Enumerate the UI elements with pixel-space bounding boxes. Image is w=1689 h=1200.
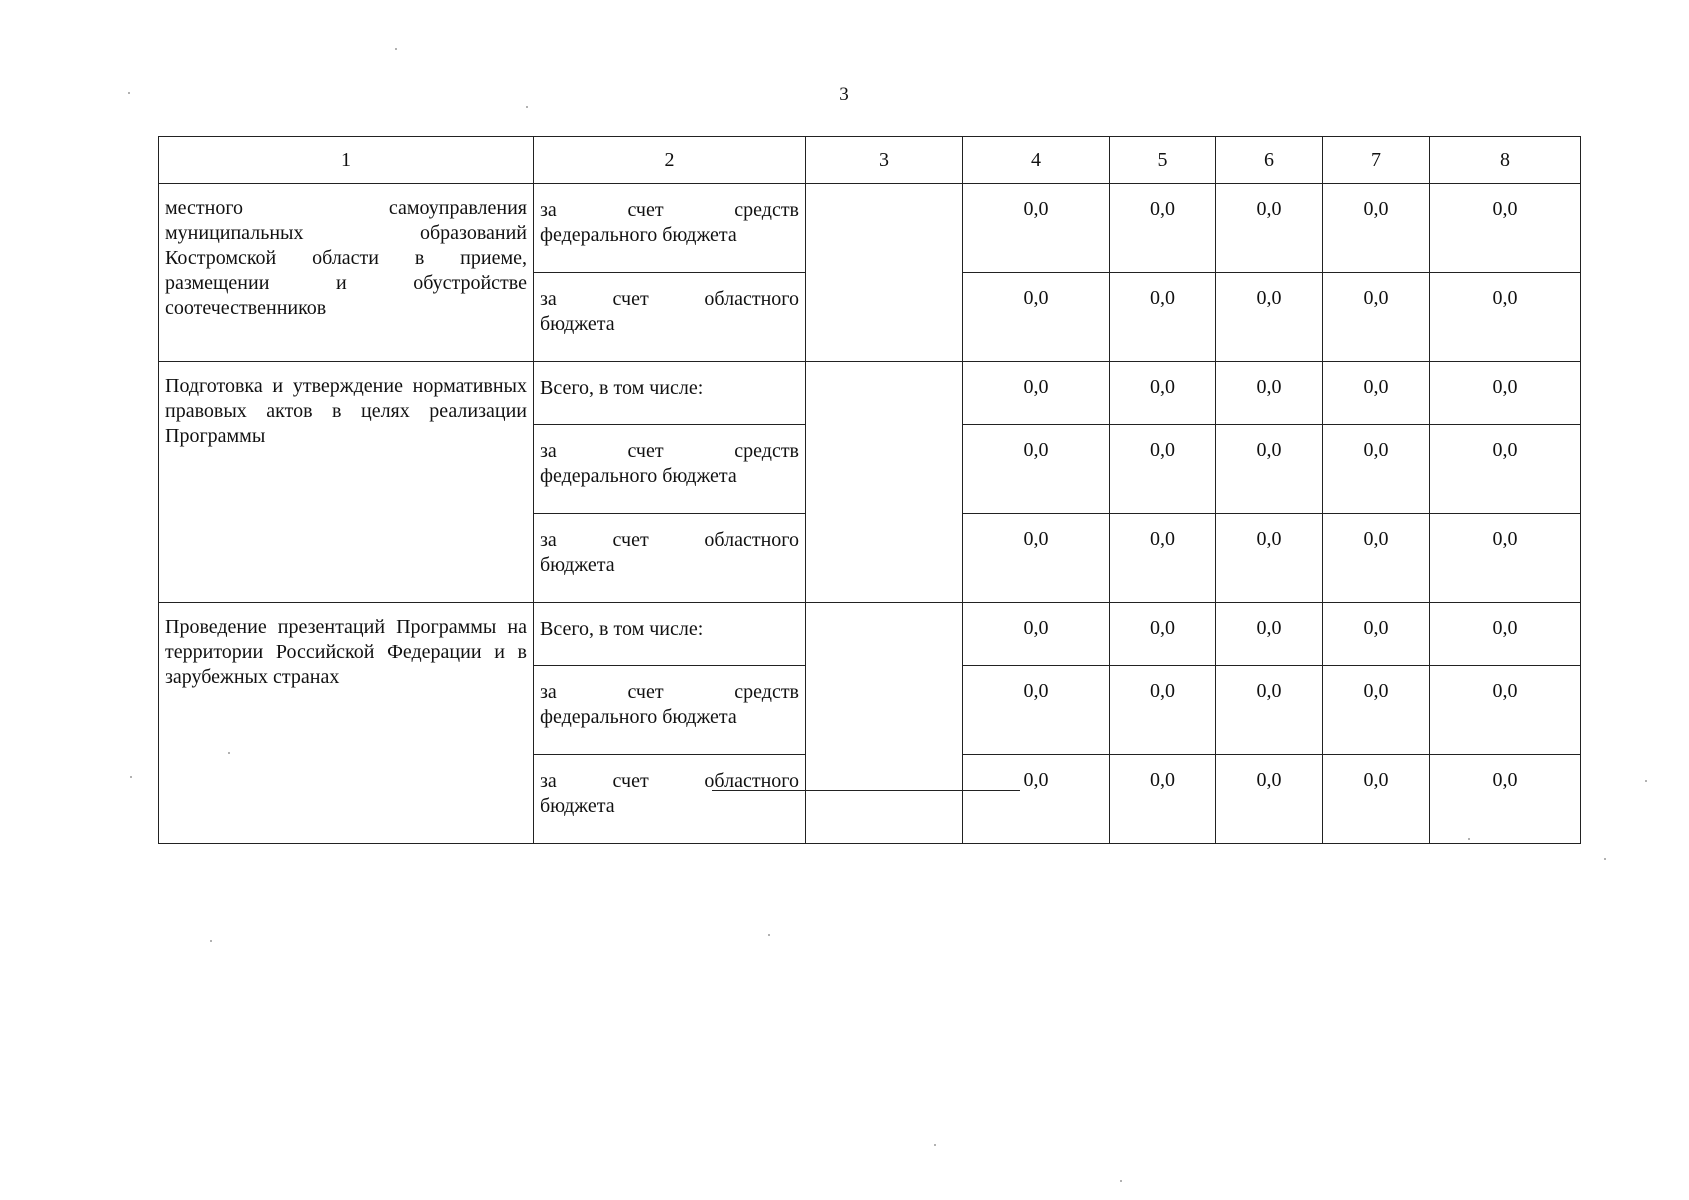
budget-table xyxy=(158,136,1581,844)
funding-source-cell: за счет средств федерального бюджета xyxy=(534,666,806,755)
scan-speck xyxy=(526,106,528,108)
scan-speck xyxy=(1645,780,1647,782)
scan-speck xyxy=(1468,838,1470,840)
scan-speck xyxy=(130,776,132,778)
value-cell: 0,0 xyxy=(1216,425,1323,514)
column-header-1: 1 xyxy=(159,137,534,184)
value-cell: 0,0 xyxy=(1110,362,1216,425)
value-cell: 0,0 xyxy=(963,362,1110,425)
value-cell: 0,0 xyxy=(1430,755,1581,844)
column-header-7: 7 xyxy=(1323,137,1430,184)
value-cell: 0,0 xyxy=(1323,666,1430,755)
page-number: 3 xyxy=(839,84,849,105)
value-cell: 0,0 xyxy=(1216,184,1323,273)
column-header-4: 4 xyxy=(963,137,1110,184)
value-cell: 0,0 xyxy=(1323,425,1430,514)
value-cell: 0,0 xyxy=(1430,666,1581,755)
funding-source-cell: за счет областного бюджета xyxy=(534,273,806,362)
scan-speck xyxy=(228,752,230,754)
value-cell: 0,0 xyxy=(1430,184,1581,273)
column-header-2: 2 xyxy=(534,137,806,184)
value-cell: 0,0 xyxy=(1323,362,1430,425)
funding-source-cell: за счет областного бюджета xyxy=(534,755,806,844)
funding-source-cell: за счет средств федерального бюджета xyxy=(534,425,806,514)
value-cell: 0,0 xyxy=(1110,273,1216,362)
executor-cell xyxy=(806,184,963,362)
value-cell: 0,0 xyxy=(1216,362,1323,425)
value-cell: 0,0 xyxy=(1430,425,1581,514)
funding-source-cell: Всего, в том числе: xyxy=(534,603,806,666)
value-cell: 0,0 xyxy=(963,755,1110,844)
executor-cell xyxy=(806,603,963,844)
value-cell: 0,0 xyxy=(963,425,1110,514)
table-row xyxy=(159,603,1581,666)
value-cell: 0,0 xyxy=(1323,755,1430,844)
activity-text: местного самоуправления муниципальных образований Костромской области в приеме, размещении и обустройстве соотечественников xyxy=(165,197,527,319)
value-cell: 0,0 xyxy=(1110,514,1216,603)
column-header-8: 8 xyxy=(1430,137,1581,184)
scan-speck xyxy=(395,48,397,50)
scan-speck xyxy=(1120,1180,1122,1182)
funding-source-cell: за счет областного бюджета xyxy=(534,514,806,603)
activity-cell xyxy=(159,362,534,603)
table-row xyxy=(159,184,1581,273)
executor-cell xyxy=(806,362,963,603)
value-cell: 0,0 xyxy=(963,184,1110,273)
column-header-3: 3 xyxy=(806,137,963,184)
value-cell: 0,0 xyxy=(1323,603,1430,666)
scan-speck xyxy=(1604,858,1606,860)
table-row xyxy=(159,362,1581,425)
value-cell: 0,0 xyxy=(1110,603,1216,666)
closing-rule xyxy=(712,790,1020,791)
value-cell: 0,0 xyxy=(1430,603,1581,666)
value-cell: 0,0 xyxy=(963,514,1110,603)
value-cell: 0,0 xyxy=(1430,514,1581,603)
value-cell: 0,0 xyxy=(1323,184,1430,273)
scan-speck xyxy=(128,92,130,94)
activity-cell xyxy=(159,603,534,844)
scan-speck xyxy=(768,934,770,936)
activity-text: Подготовка и утверждение нормативных правовых актов в целях реализации Программы xyxy=(165,375,527,447)
value-cell: 0,0 xyxy=(1110,755,1216,844)
value-cell: 0,0 xyxy=(1110,666,1216,755)
funding-source-cell: за счет средств федерального бюджета xyxy=(534,184,806,273)
value-cell: 0,0 xyxy=(1110,425,1216,514)
value-cell: 0,0 xyxy=(1216,666,1323,755)
value-cell: 0,0 xyxy=(1430,362,1581,425)
value-cell: 0,0 xyxy=(1216,755,1323,844)
scan-speck xyxy=(210,940,212,942)
activity-text: Проведение презентаций Программы на территории Российской Федерации и в зарубежных странах xyxy=(165,616,527,688)
value-cell: 0,0 xyxy=(1430,273,1581,362)
funding-source-cell: Всего, в том числе: xyxy=(534,362,806,425)
header-row xyxy=(159,137,1581,184)
value-cell: 0,0 xyxy=(1216,273,1323,362)
value-cell: 0,0 xyxy=(963,603,1110,666)
column-header-5: 5 xyxy=(1110,137,1216,184)
value-cell: 0,0 xyxy=(1323,514,1430,603)
value-cell: 0,0 xyxy=(963,666,1110,755)
value-cell: 0,0 xyxy=(1216,514,1323,603)
value-cell: 0,0 xyxy=(1323,273,1430,362)
column-header-6: 6 xyxy=(1216,137,1323,184)
activity-cell xyxy=(159,184,534,362)
value-cell: 0,0 xyxy=(1216,603,1323,666)
scan-speck xyxy=(934,1144,936,1146)
value-cell: 0,0 xyxy=(1110,184,1216,273)
value-cell: 0,0 xyxy=(963,273,1110,362)
